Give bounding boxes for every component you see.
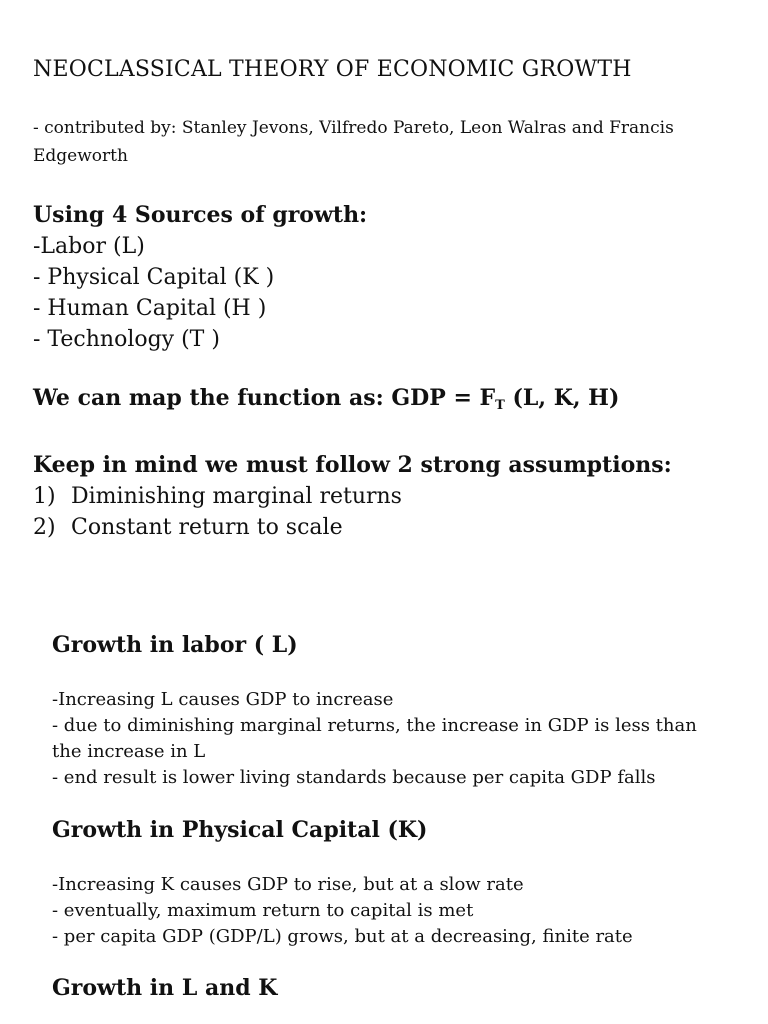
section-heading-l-and-k: Growth in L and K (52, 975, 278, 1001)
section-heading-physical-capital: Growth in Physical Capital (K) (52, 817, 428, 843)
assumptions-heading: Keep in mind we must follow 2 strong assumptions: (33, 452, 672, 478)
section-line: -Increasing K causes GDP to rise, but at a slow rate (52, 874, 524, 895)
assumptions-block (33, 450, 672, 543)
section-line: -Increasing L causes GDP to increase (52, 689, 394, 710)
section-line: - eventually, maximum return to capital is met (52, 900, 474, 921)
function-line (33, 385, 619, 413)
source-item-human-capital: - Human Capital (H ) (33, 296, 267, 321)
assumption-text: Constant return to scale (71, 515, 343, 540)
section-body-labor (52, 687, 712, 791)
assumption-number: 2) (33, 515, 56, 540)
assumption-text: Diminishing marginal returns (71, 484, 402, 509)
contributors-line: - contributed by: Stanley Jevons, Vilfredo Pareto, Leon Walras and Francis Edgeworth (33, 118, 674, 166)
source-item-labor: -Labor (L) (33, 234, 145, 259)
source-item-physical-capital: - Physical Capital (K ) (33, 265, 275, 290)
section-line: - per capita GDP (GDP/L) grows, but at a decreasing, finite rate (52, 926, 633, 947)
function-suffix: (L, K, H) (504, 385, 620, 411)
function-prefix: We can map the function as: GDP = F (33, 385, 496, 411)
assumption-item (33, 512, 672, 543)
section-line: - end result is lower living standards because per capita GDP falls (52, 767, 656, 788)
function-subscript: T (495, 398, 505, 413)
sources-block (33, 200, 367, 355)
section-body-physical-capital (52, 872, 712, 950)
section-line: - due to diminishing marginal returns, the increase in GDP is less than the increase in L (52, 715, 697, 762)
source-item-technology: - Technology (T ) (33, 327, 220, 352)
assumption-number: 1) (33, 484, 56, 509)
page-title: NEOCLASSICAL THEORY OF ECONOMIC GROWTH (33, 57, 632, 82)
assumption-item (33, 481, 672, 512)
sources-heading: Using 4 Sources of growth: (33, 202, 368, 228)
section-heading-labor: Growth in labor ( L) (52, 632, 298, 658)
